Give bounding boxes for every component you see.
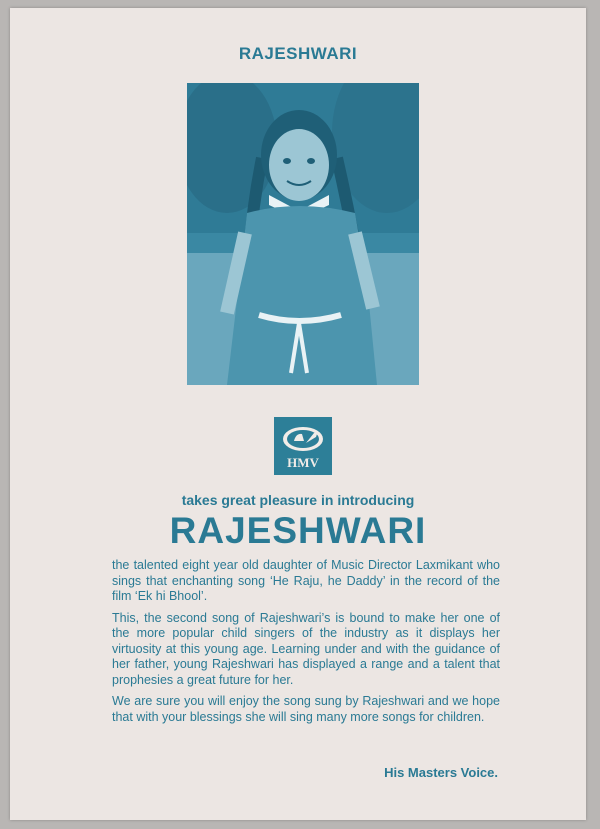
page-title: RAJESHWARI (238, 44, 358, 63)
paragraph-2: This, the second song of Rajeshwari’s is bound to make her one of the more popular child singers of the industry as it displays her virtuosity at this young age. Learning under and with the guidance of her father, young Rajeshwari has displayed a range and a talent that prophesies a great future for her. (112, 610, 500, 687)
signature: His Masters Voice. (384, 765, 498, 780)
headline-name: RAJESHWARI (169, 510, 427, 551)
portrait-photo (187, 83, 419, 385)
gramophone-dog-icon (274, 417, 332, 457)
logo-text: HMV (287, 455, 319, 470)
paragraph-1: the talented eight year old daughter of Music Director Laxmikant who sings that enchanting song ‘He Raju, he Daddy’ in the record of the film ‘Ek hi Bhool’. (112, 558, 500, 603)
paragraph-3: We are sure you will enjoy the song sung by Rajeshwari and we hope that with your blessings she will sing many more songs for children. (112, 694, 500, 724)
hmv-logo (274, 417, 332, 475)
body-text (112, 558, 500, 731)
tagline: takes great pleasure in introducing (181, 492, 415, 508)
flyer-sheet (10, 8, 586, 820)
